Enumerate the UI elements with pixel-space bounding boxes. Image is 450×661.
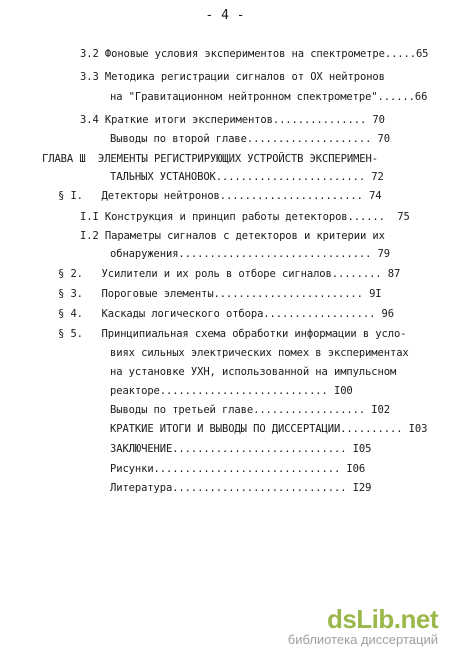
chapter-heading: ГЛАВА Ш ЭЛЕМЕНТЫ РЕГИСТРИРУЮЩИХ УСТРОЙСТВ ЭКСПЕРИМЕН- <box>42 153 378 165</box>
toc-line: I.I Конструкция и принцип работы детекторов...... 75 <box>80 211 410 223</box>
toc-line: § 5. Принципиальная схема обработки информации в усло- <box>58 328 407 340</box>
toc-line: § 4. Каскады логического отбора.................. 96 <box>58 308 394 320</box>
toc-line: на "Гравитационном нейтронном спектрометре"......66 <box>110 91 428 103</box>
watermark-logo: dsLib.net <box>326 604 438 634</box>
page-number: - 4 - <box>205 8 245 23</box>
toc-line: КРАТКИЕ ИТОГИ И ВЫВОДЫ ПО ДИССЕРТАЦИИ.......... I03 <box>110 423 428 435</box>
toc-line: Выводы по второй главе.................... 70 <box>110 133 390 145</box>
toc-line: I.2 Параметры сигналов с детекторов и критерии их <box>80 230 385 242</box>
toc-line: Выводы по третьей главе.................. I02 <box>110 404 390 416</box>
watermark <box>288 605 438 647</box>
toc-line: § I. Детекторы нейтронов....................... 74 <box>58 190 382 202</box>
watermark-subtitle: библиотека диссертаций <box>287 632 438 647</box>
toc-line: виях сильных электрических помех в экспериментах <box>110 347 409 359</box>
toc-line: ЗАКЛЮЧЕНИЕ............................ I05 <box>110 443 372 455</box>
toc-line: реакторе........................... I00 <box>110 385 353 397</box>
toc-line: ТАЛЬНЫХ УСТАНОВОК........................ 72 <box>110 171 384 183</box>
toc-line: 3.3 Методика регистрации сигналов от ОХ нейтронов <box>80 71 385 83</box>
toc-line: обнаружения............................... 79 <box>110 248 390 260</box>
toc-line: § 2. Усилители и их роль в отборе сигналов........ 87 <box>58 268 401 280</box>
toc-line: 3.4 Краткие итоги экспериментов............... 70 <box>80 114 385 126</box>
toc-line: 3.2 Фоновые условия экспериментов на спектрометре.....65 <box>80 48 429 60</box>
toc-line: § 3. Пороговые элементы........................ 9I <box>58 288 382 300</box>
toc-line: Рисунки.............................. I06 <box>110 463 366 475</box>
toc-line: на установке УХН, использованной на импульсном <box>110 366 397 378</box>
toc-line: Литература............................ I29 <box>110 482 372 494</box>
